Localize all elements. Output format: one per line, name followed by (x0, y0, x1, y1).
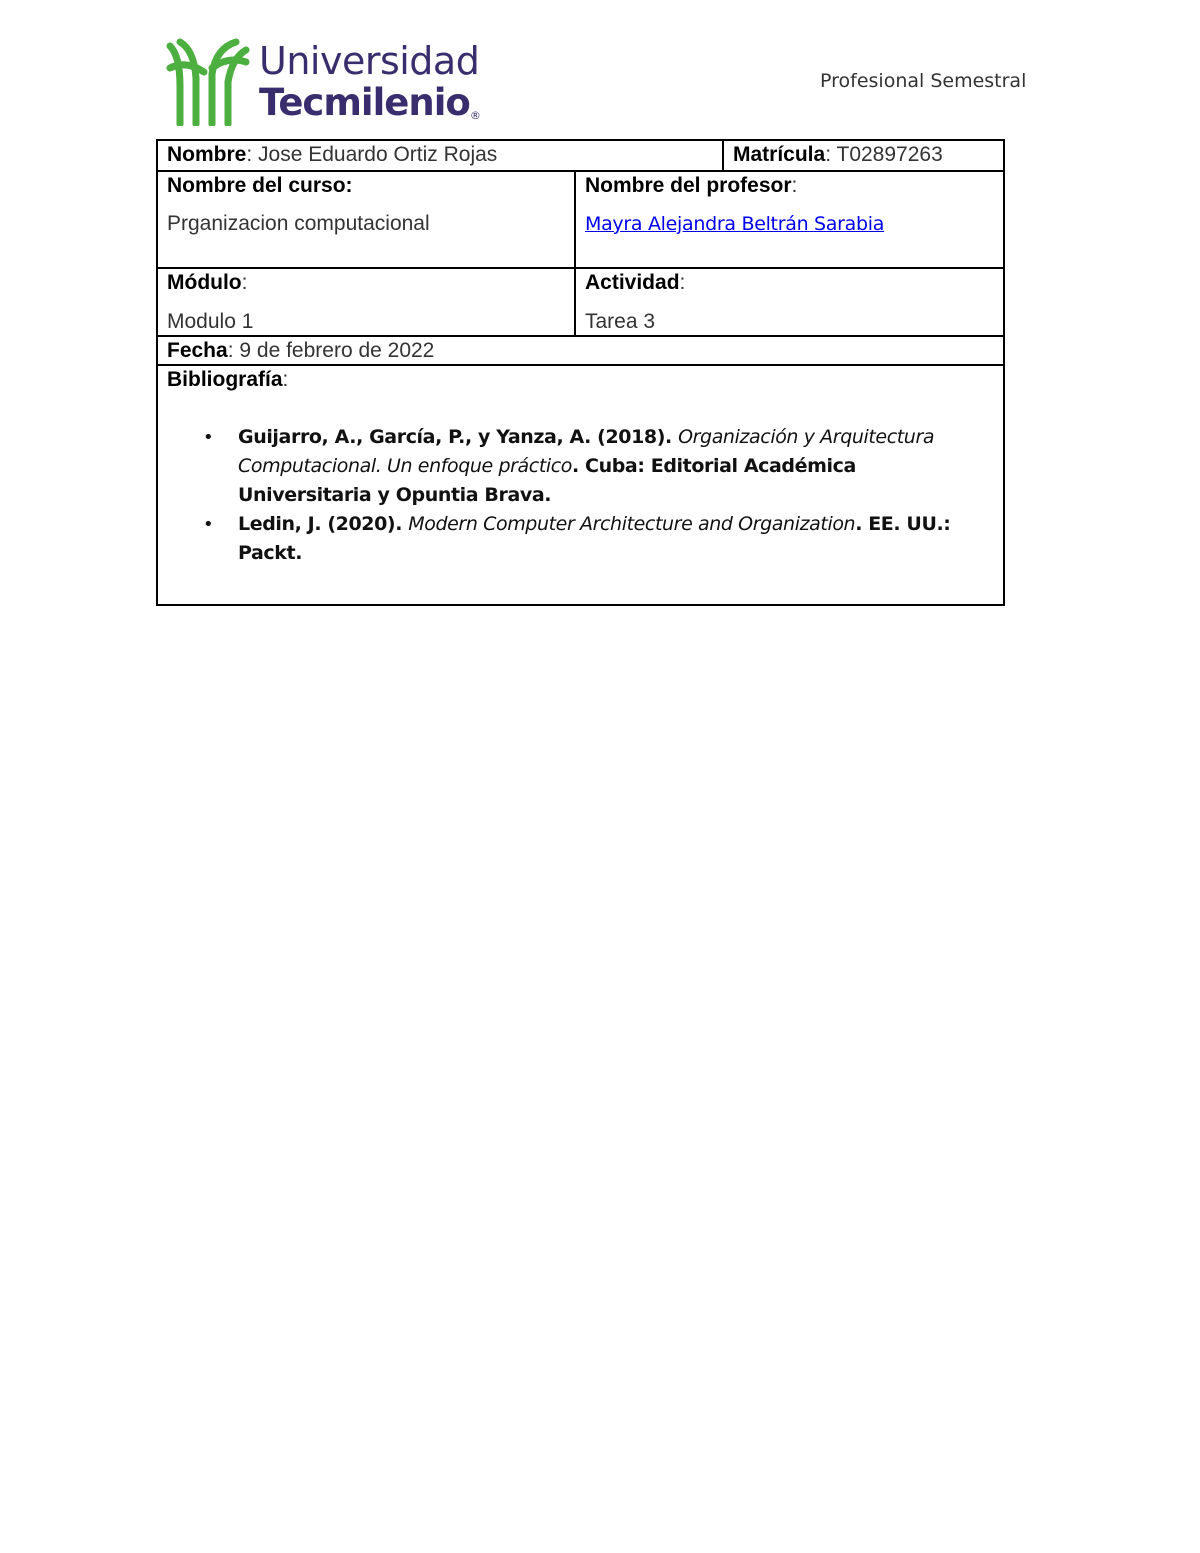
bib-authors: Ledin, J. (2020). (238, 513, 409, 535)
actividad-label: Actividad (585, 271, 680, 294)
bibliography-entry (167, 423, 994, 510)
bullet-icon: • (203, 427, 214, 448)
row-modulo-actividad (158, 267, 1003, 335)
curso-label: Nombre del curso: (167, 174, 353, 197)
university-logo (166, 38, 486, 128)
bibliografia-label: Bibliografía (167, 368, 283, 391)
cell-actividad: Actividad: Tarea 3 (574, 269, 1003, 335)
cell-matricula: Matrícula: T02897263 (722, 141, 1003, 170)
bib-title: Organización y Arquitectura Computacional. Un enfoque práctico (238, 426, 935, 477)
curso-value: Prganizacion computacional (167, 212, 430, 235)
logo-line-tecmilenio (259, 81, 480, 124)
logo-line-universidad: Universidad (259, 39, 480, 83)
bib-authors: Guijarro, A., García, P., y Yanza, A. (2018). (238, 426, 679, 448)
profesor-link[interactable]: Mayra Alejandra Beltrán Sarabia (585, 213, 885, 235)
bib-title: Modern Computer Architecture and Organization (408, 513, 856, 535)
bib-publisher: . Cuba: Editorial Académica Universitaria y Opuntia Brava. (238, 455, 856, 506)
program-label: Profesional Semestral (820, 70, 1027, 92)
profesor-label: Nombre del profesor (585, 174, 792, 197)
bullet-icon: • (203, 514, 214, 535)
tecmilenio-leaf-icon (166, 38, 250, 126)
logo-wordmark (259, 39, 480, 124)
modulo-value: Modulo 1 (167, 310, 254, 333)
row-fecha (158, 335, 1003, 364)
logo-registered-mark: ® (469, 109, 480, 122)
modulo-label: Módulo (167, 271, 242, 294)
nombre-value: Jose Eduardo Ortiz Rojas (258, 143, 498, 166)
row-curso-profesor (158, 170, 1003, 267)
bibliography-list (167, 423, 994, 568)
logo-tecmilenio-text: Tecmilenio (259, 81, 470, 124)
fecha-value: 9 de febrero de 2022 (239, 339, 435, 362)
cell-nombre: Nombre: Jose Eduardo Ortiz Rojas (167, 143, 498, 166)
row-bibliografia (158, 364, 1003, 604)
cell-curso (158, 172, 574, 267)
fecha-label: Fecha (167, 339, 228, 362)
bibliography-entry (167, 510, 994, 568)
row-nombre-matricula (158, 141, 1003, 170)
cell-fecha: Fecha: 9 de febrero de 2022 (167, 339, 435, 362)
cell-profesor: Nombre del profesor: Mayra Alejandra Beltrán Sarabia (574, 172, 1003, 267)
actividad-value: Tarea 3 (585, 310, 656, 333)
nombre-label: Nombre (167, 143, 247, 166)
matricula-label: Matrícula (733, 143, 826, 166)
info-table (156, 139, 1005, 606)
cell-modulo: Módulo: Modulo 1 (158, 269, 574, 335)
cell-bibliografia: Bibliografía: • Guijarro, A., García, P., y Yanza, A. (2018). Organización y Arquitectura Computacional. Un enfoque práctico. Cuba: Editorial Académica Universitaria y Opuntia Brava. • Ledin, J. (2020). Modern Computer Architecture and Organization. EE. UU.: Packt. (158, 366, 1003, 604)
matricula-value: T02897263 (836, 143, 943, 166)
bib-publisher: . EE. UU.: Packt. (238, 513, 951, 564)
